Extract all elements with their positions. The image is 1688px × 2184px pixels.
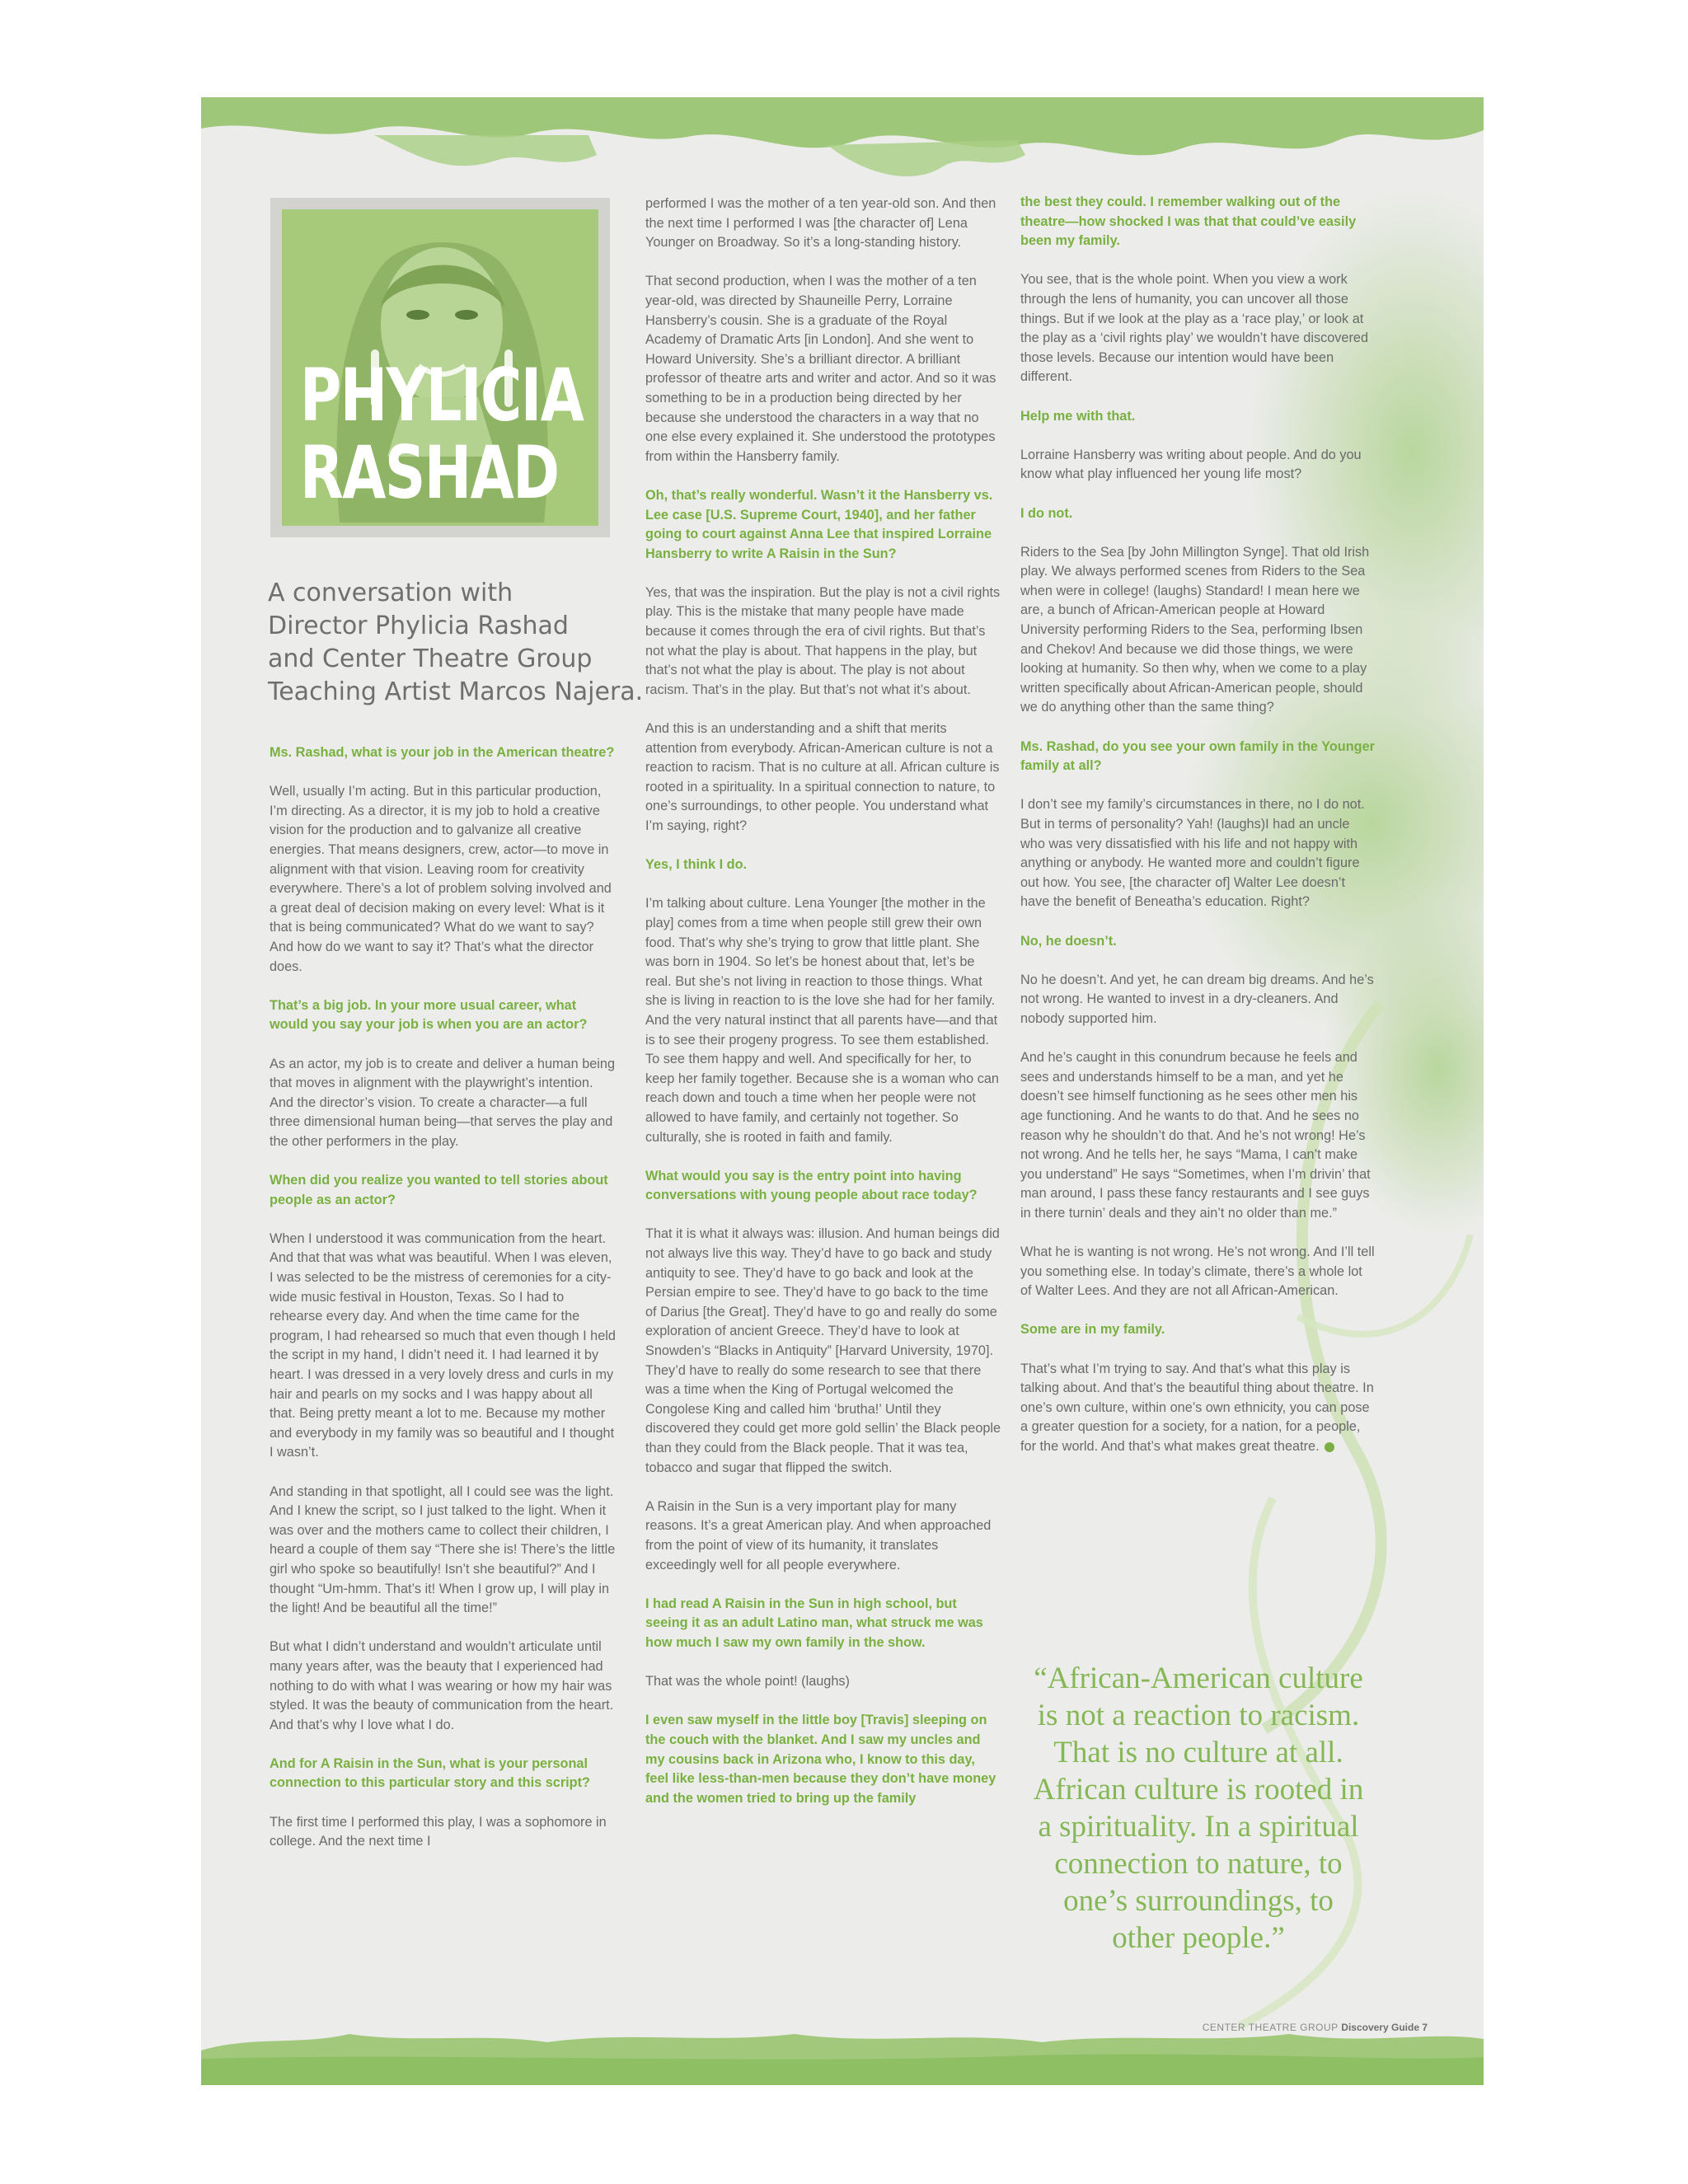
pull-quote-line: connection to nature, to — [1054, 1847, 1343, 1881]
article-column-3 — [1020, 193, 1376, 1476]
pull-quote-line: African culture is rooted in — [1033, 1773, 1364, 1807]
intro-line: Teaching Artist Marcos Najera. — [268, 677, 644, 706]
interview-answer: That it is what it always was: illusion. And human beings did not always live this way. They’d have to go back and study antiquity to see. They’d have to go back and look at the Persian empire to see. They’d have to go back to the time of Darius [the Great]. They’d have to go and really do some exploration of ancient Greece. They’d have to look at Snowden’s “Blacks in Antiquity” [Harvard University, 1970]. They’d have to really do some research to see that there was a time when the King of Portugal welcomed the Congolese King and called him ‘brutha!’ Until they discovered they could get more gold sellin’ the Black people than they could from the Black people. That it was tea, tobacco and sugar that flipped the switch. — [645, 1226, 1001, 1475]
interview-answer: But what I didn’t understand and wouldn’t articulate until many years after, was the beauty that I experienced had nothing to do with what I was wearing or how my hair was styled. It was the beauty of communication from the heart. And that’s why I love what I do. — [270, 1639, 614, 1732]
interview-answer: You see, that is the whole point. When you view a work through the lens of humanity, you can uncover all those things. But if we look at the play as a ‘race play,’ or look at the play as a ‘civil rights play’ we wouldn’t have discovered those levels. Because our intention would have been different. — [1020, 272, 1369, 385]
pull-quote-line: other people.” — [1112, 1921, 1285, 1955]
interview-answer: That was the whole point! (laughs) — [645, 1674, 850, 1690]
pull-quote-line: a spirituality. In a spiritual — [1038, 1810, 1359, 1844]
interview-question: That’s a big job. In your more usual career, what would you say your job is when you are an actor? — [270, 997, 588, 1033]
pull-quote-line: “African-American culture — [1034, 1661, 1363, 1695]
name-line-1: PHYLICIA — [300, 353, 584, 438]
end-mark-dot — [1325, 1442, 1334, 1452]
name-line-2: RASHAD — [300, 430, 559, 515]
interview-answer: As an actor, my job is to create and deliver a human being that moves in alignment with the playwright’s intention. And the director’s vision. To create a character—a full three dimensional human being—that serves the play and the other performers in the play. — [270, 1056, 616, 1149]
interview-answer: What he is wanting is not wrong. He’s not wrong. And I’ll tell you something else. In today’s climate, there’s a whole lot of Walter Lees. And they are not all African-American. — [1020, 1244, 1375, 1299]
interview-question: Yes, I think I do. — [645, 857, 748, 873]
interview-question: Ms. Rashad, do you see your own family in the Younger family at all? — [1020, 738, 1376, 774]
interview-answer: I don’t see my family’s circumstances in there, no I do not. But in terms of personality? Yah! (laughs)I had an uncle who was very dissatisfied with his life and not happy with anything or anybody. He wanted more and couldn’t figure out how. You see, [the character of] Walter Lee doesn’t have the benefit of Beneatha’s education. Right? — [1020, 797, 1365, 910]
interview-question: Ms. Rashad, what is your job in the American theatre? — [270, 745, 615, 760]
interview-question: Some are in my family. — [1020, 1322, 1165, 1338]
intro-line: and Center Theatre Group — [268, 644, 593, 673]
interview-answer: No he doesn’t. And yet, he can dream big dreams. And he’s not wrong. He wanted to invest in a dry-cleaners. And nobody supported him. — [1020, 972, 1374, 1026]
interview-answer: Well, usually I’m acting. But in this particular production, I’m directing. As a director, it is my job to hold a creative vision for the production and to galvanize all creative energies. That means designers, crew, actor—to move in alignment with that vision. Leaving room for creativity everywhere. There’s a lot of problem solving involved and a great deal of decision making on every level: What is it that is being communicated? What do we want to say? And how do we want to say it? That’s what the director does. — [270, 784, 612, 974]
interview-answer: And standing in that spotlight, all I could see was the light. And I knew the script, so I just talked to the light. When it was over and the mothers came to collect their children, I heard a couple of them say “There she is! There’s the little girl who spoke so beautifully! Isn’t she beautiful?” And I thought “Um-hmm. That’s it! When I grow up, I will play in the light! And be beautiful all the time!” — [270, 1483, 616, 1616]
pull-quote-line: is not a reaction to racism. — [1037, 1699, 1360, 1732]
portrait-photo — [282, 209, 598, 526]
pull-quote — [1009, 1660, 1388, 1957]
interview-answer: That second production, when I was the mother of a ten year-old, was directed by Shauneille Perry, Lorraine Hansberry’s cousin. She is a graduate of the Royal Academy of Dramatic Arts [in London]. And she went to Howard University. She’s a brilliant director. A brilliant professor of theatre arts and writer and actor. And so it was something to be in a production being directed by her because she understood the characters in a way that no one else every explained it. She understood the prototypes from within the Hansberry family. — [645, 274, 996, 464]
intro-line: A conversation with — [268, 579, 513, 607]
interview-question: I do not. — [1020, 505, 1073, 521]
article-column-2 — [645, 194, 1001, 1828]
interview-question: No, he doesn’t. — [1020, 933, 1117, 949]
interview-question: And for A Raisin in the Sun, what is your personal connection to this particular story and this script? — [270, 1755, 590, 1791]
page-footer — [1203, 2022, 1428, 2033]
interview-answer: That’s what I’m trying to say. And that’s what this play is talking about. And that’s the beautiful thing about theatre. In one’s own culture, within one’s own ethnicity, you can pose a greater question for a society, for a nation, for a people, for the world. And that’s what makes great theatre. — [1020, 1361, 1374, 1454]
pull-quote-line: That is no culture at all. — [1053, 1736, 1343, 1769]
pull-quote-line: one’s surroundings, to — [1063, 1884, 1334, 1918]
interview-question: Oh, that’s really wonderful. Wasn’t it the Hansberry vs. Lee case [U.S. Supreme Court, 1940], and her father going to court against Anna Lee that inspired Lorraine Hansberry to write A Raisin in the Sun? — [645, 487, 993, 561]
interview-question: I even saw myself in the little boy [Travis] sleeping on the couch with the blanket. And I saw my uncles and my cousins back in Arizona who, I know to this day, feel like less-than-men because they don’t have money and the women tried to bring up the family — [645, 1713, 996, 1806]
interview-answer: Riders to the Sea [by John Millington Synge]. That old Irish play. We always performed scenes from Riders to the Sea when were in college! (laughs) Standard! I mean here we are, a bunch of African-American people at Howard University performing Riders to the Sea, performing Ibsen and Chekov! And because we did those things, we were looking at humanity. So then why, when we come to a play written specifically about African-American people, should we do anything other than the same thing? — [1020, 544, 1370, 715]
interview-answer: And this is an understanding and a shift that merits attention from everybody. African-American culture is not a reaction to racism. That is no culture at all. African culture is rooted in a spirituality. In a spiritual connection to nature, to one’s surroundings, to other people. You understand what I’m saying, right? — [645, 721, 1000, 833]
interview-question: the best they could. I remember walking out of the theatre—how shocked I was that that could’ve easily been my family. — [1020, 194, 1357, 249]
interview-answer: I’m talking about culture. Lena Younger [the mother in the play] comes from a time when people still grew their own food. That’s why she’s trying to grow that little plant. She was born in 1904. So let’s be honest about that, let’s be real. But she’s not living in reaction to those things. What she is living in reaction to is the love she had for her family. And the very natural instinct that all parents have—and that is to see their progeny progress. To see them established. To see them happy and well. And specifically for her, to keep her family together. Because she is a woman who can reach down and touch a time when her people were not allowed to have family, and certainly not together. So culturally, she is rooted in faith and family. — [645, 896, 999, 1145]
article-column-1 — [270, 743, 616, 1871]
footer-org: CENTER THEATRE GROUP — [1202, 2022, 1339, 2033]
footer-guide: Discovery Guide 7 — [1341, 2022, 1428, 2033]
interview-answer: The first time I performed this play, I was a sophomore in college. And the next time I — [270, 1814, 607, 1849]
intro-line: Director Phylicia Rashad — [268, 612, 569, 640]
interview-answer: When I understood it was communication from the heart. And that that was what was beautiful. When I was eleven, I was selected to be the mistress of ceremonies for a city-wide music festival in Houston, Texas. So I had to rehearse every day. And when the time came for the program, I had rehearsed so much that even though I held the script in my hand, I didn’t need it. I had learned it by heart. I was dressed in a very lovely dress and curls in my hair and pearls on my socks and I was happy about all that. Being pretty meant a lot to me. Because my mother and everybody in my family was so beautiful and I thought I wasn’t. — [270, 1230, 616, 1460]
interview-answer: Yes, that was the inspiration. But the play is not a civil rights play. This is the mistake that many people have made because it comes through the era of civil rights. But that’s not what the play is about. That happens in the play, but that’s not what the play is about. The play is not about racism. That’s in the play. But that’s not what it’s about. — [645, 584, 1001, 697]
interview-answer: Lorraine Hansberry was writing about people. And do you know what play influenced her young life most? — [1020, 447, 1362, 482]
interview-question: When did you realize you wanted to tell stories about people as an actor? — [270, 1173, 608, 1207]
interview-question: Help me with that. — [1020, 408, 1136, 424]
intro-heading — [268, 577, 644, 709]
interview-answer: And he’s caught in this conundrum because he feels and sees and understands himself to be a man, and yet he doesn’t see himself functioning as he sees other men his age functioning. And he wants to do that. And he sees no reason why he shouldn’t do that. And he’s not wrong! He’s not wrong. And he tells her, he says “Mama, I can’t make you understand” He says “Sometimes, when I’m drivin’ that man around, I pass these fancy restaurants and I see guys in there turnin’ deals and they ain’t no older than me.” — [1020, 1050, 1371, 1221]
interview-answer: performed I was the mother of a ten year-old son. And then the next time I performed I was [the character of] Lena Younger on Broadway. So it’s a long-standing history. — [645, 196, 996, 251]
interview-answer: A Raisin in the Sun is a very important play for many reasons. It’s a great American play. And when approached from the point of view of its humanity, it translates exceedingly well for all people everywhere. — [645, 1498, 992, 1572]
interview-question: I had read A Raisin in the Sun in high school, but seeing it as an adult Latino man, what struck me was how much I saw my own family in the show. — [645, 1596, 983, 1650]
interview-question: What would you say is the entry point into having conversations with young people about race today? — [645, 1168, 978, 1203]
